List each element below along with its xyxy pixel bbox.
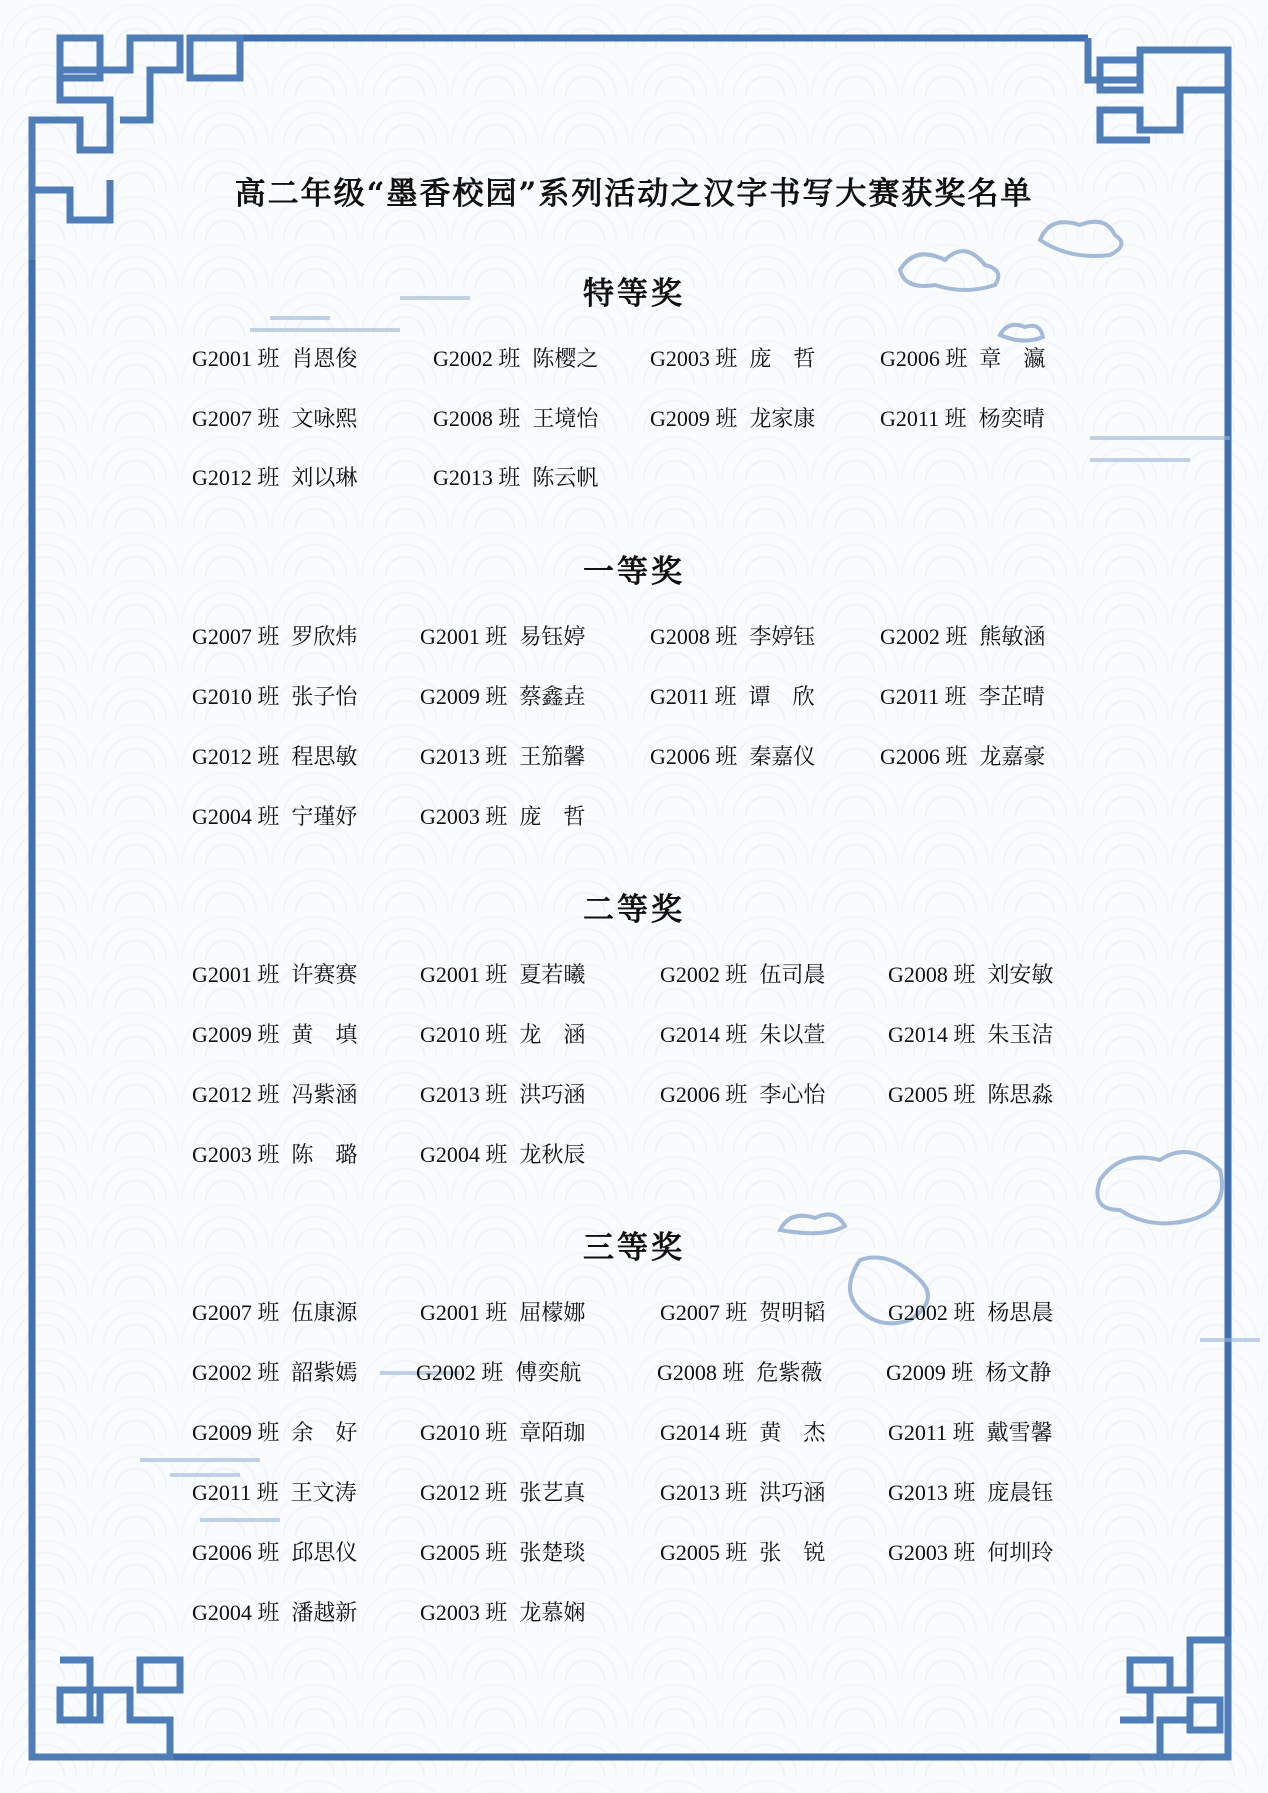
list-item: G2001 班 肖恩俊 xyxy=(192,346,358,372)
list-item: G2008 班 李婷钰 xyxy=(650,624,816,650)
list-item: G2006 班 邱思仪 xyxy=(192,1540,358,1566)
section-title-third: 三等奖 xyxy=(583,1230,685,1266)
list-item: G2001 班 易钰婷 xyxy=(420,624,586,650)
list-item: G2004 班 龙秋辰 xyxy=(420,1142,586,1168)
list-item: G2003 班 何圳玲 xyxy=(888,1540,1054,1566)
list-item: G2001 班 夏若曦 xyxy=(420,962,586,988)
list-item: G2002 班 韶紫嫣 xyxy=(192,1360,358,1386)
list-item: G2012 班 程思敏 xyxy=(192,744,358,770)
list-item: G2010 班 张子怡 xyxy=(192,684,358,710)
list-item: G2003 班 庞 哲 xyxy=(650,346,816,372)
section-title-special: 特等奖 xyxy=(583,276,685,312)
list-item: G2005 班 张楚琰 xyxy=(420,1540,586,1566)
list-item: G2011 班 谭 欣 xyxy=(650,684,815,710)
list-item: G2006 班 龙嘉豪 xyxy=(880,744,1046,770)
list-item: G2005 班 张 锐 xyxy=(660,1540,826,1566)
list-item: G2002 班 杨思晨 xyxy=(888,1300,1054,1326)
list-item: G2011 班 李芷晴 xyxy=(880,684,1045,710)
list-item: G2009 班 黄 填 xyxy=(192,1022,358,1048)
list-item: G2003 班 庞 哲 xyxy=(420,804,586,830)
list-item: G2012 班 冯紫涵 xyxy=(192,1082,358,1108)
list-item: G2007 班 伍康源 xyxy=(192,1300,358,1326)
list-item: G2009 班 蔡鑫垚 xyxy=(420,684,586,710)
list-item: G2014 班 朱以萱 xyxy=(660,1022,826,1048)
page-title: 高二年级“墨香校园”系列活动之汉字书写大赛获奖名单 xyxy=(234,176,1034,212)
list-item: G2009 班 余 好 xyxy=(192,1420,358,1446)
list-item: G2008 班 王境怡 xyxy=(433,406,599,432)
section-title-second: 二等奖 xyxy=(583,892,685,928)
list-item: G2002 班 傅奕航 xyxy=(416,1360,582,1386)
list-item: G2006 班 章 瀛 xyxy=(880,346,1046,372)
list-item: G2007 班 文咏熙 xyxy=(192,406,358,432)
list-item: G2002 班 陈樱之 xyxy=(433,346,599,372)
list-item: G2011 班 王文涛 xyxy=(192,1480,357,1506)
list-item: G2011 班 戴雪馨 xyxy=(888,1420,1053,1446)
list-item: G2008 班 刘安敏 xyxy=(888,962,1054,988)
list-item: G2004 班 潘越新 xyxy=(192,1600,358,1626)
list-item: G2007 班 罗欣炜 xyxy=(192,624,358,650)
list-item: G2003 班 龙慕娴 xyxy=(420,1600,586,1626)
list-item: G2005 班 陈思淼 xyxy=(888,1082,1054,1108)
list-item: G2013 班 王笳馨 xyxy=(420,744,586,770)
list-item: G2007 班 贺明韬 xyxy=(660,1300,826,1326)
list-item: G2013 班 陈云帆 xyxy=(433,465,599,491)
list-item: G2004 班 宁瑾妤 xyxy=(192,804,358,830)
section-title-first: 一等奖 xyxy=(583,554,685,590)
list-item: G2012 班 刘以琳 xyxy=(192,465,358,491)
list-item: G2006 班 秦嘉仪 xyxy=(650,744,816,770)
list-item: G2014 班 朱玉洁 xyxy=(888,1022,1054,1048)
list-item: G2008 班 危紫薇 xyxy=(657,1360,823,1386)
list-item: G2009 班 杨文静 xyxy=(886,1360,1052,1386)
list-item: G2014 班 黄 杰 xyxy=(660,1420,826,1446)
list-item: G2009 班 龙家康 xyxy=(650,406,816,432)
list-item: G2002 班 熊敏涵 xyxy=(880,624,1046,650)
list-item: G2013 班 庞晨钰 xyxy=(888,1480,1054,1506)
list-item: G2013 班 洪巧涵 xyxy=(420,1082,586,1108)
list-item: G2013 班 洪巧涵 xyxy=(660,1480,826,1506)
list-item: G2011 班 杨奕晴 xyxy=(880,406,1045,432)
list-item: G2010 班 龙 涵 xyxy=(420,1022,586,1048)
list-item: G2001 班 许赛赛 xyxy=(192,962,358,988)
list-item: G2012 班 张艺真 xyxy=(420,1480,586,1506)
list-item: G2010 班 章陌珈 xyxy=(420,1420,586,1446)
list-item: G2003 班 陈 璐 xyxy=(192,1142,358,1168)
list-item: G2001 班 屈檬娜 xyxy=(420,1300,586,1326)
list-item: G2002 班 伍司晨 xyxy=(660,962,826,988)
list-item: G2006 班 李心怡 xyxy=(660,1082,826,1108)
